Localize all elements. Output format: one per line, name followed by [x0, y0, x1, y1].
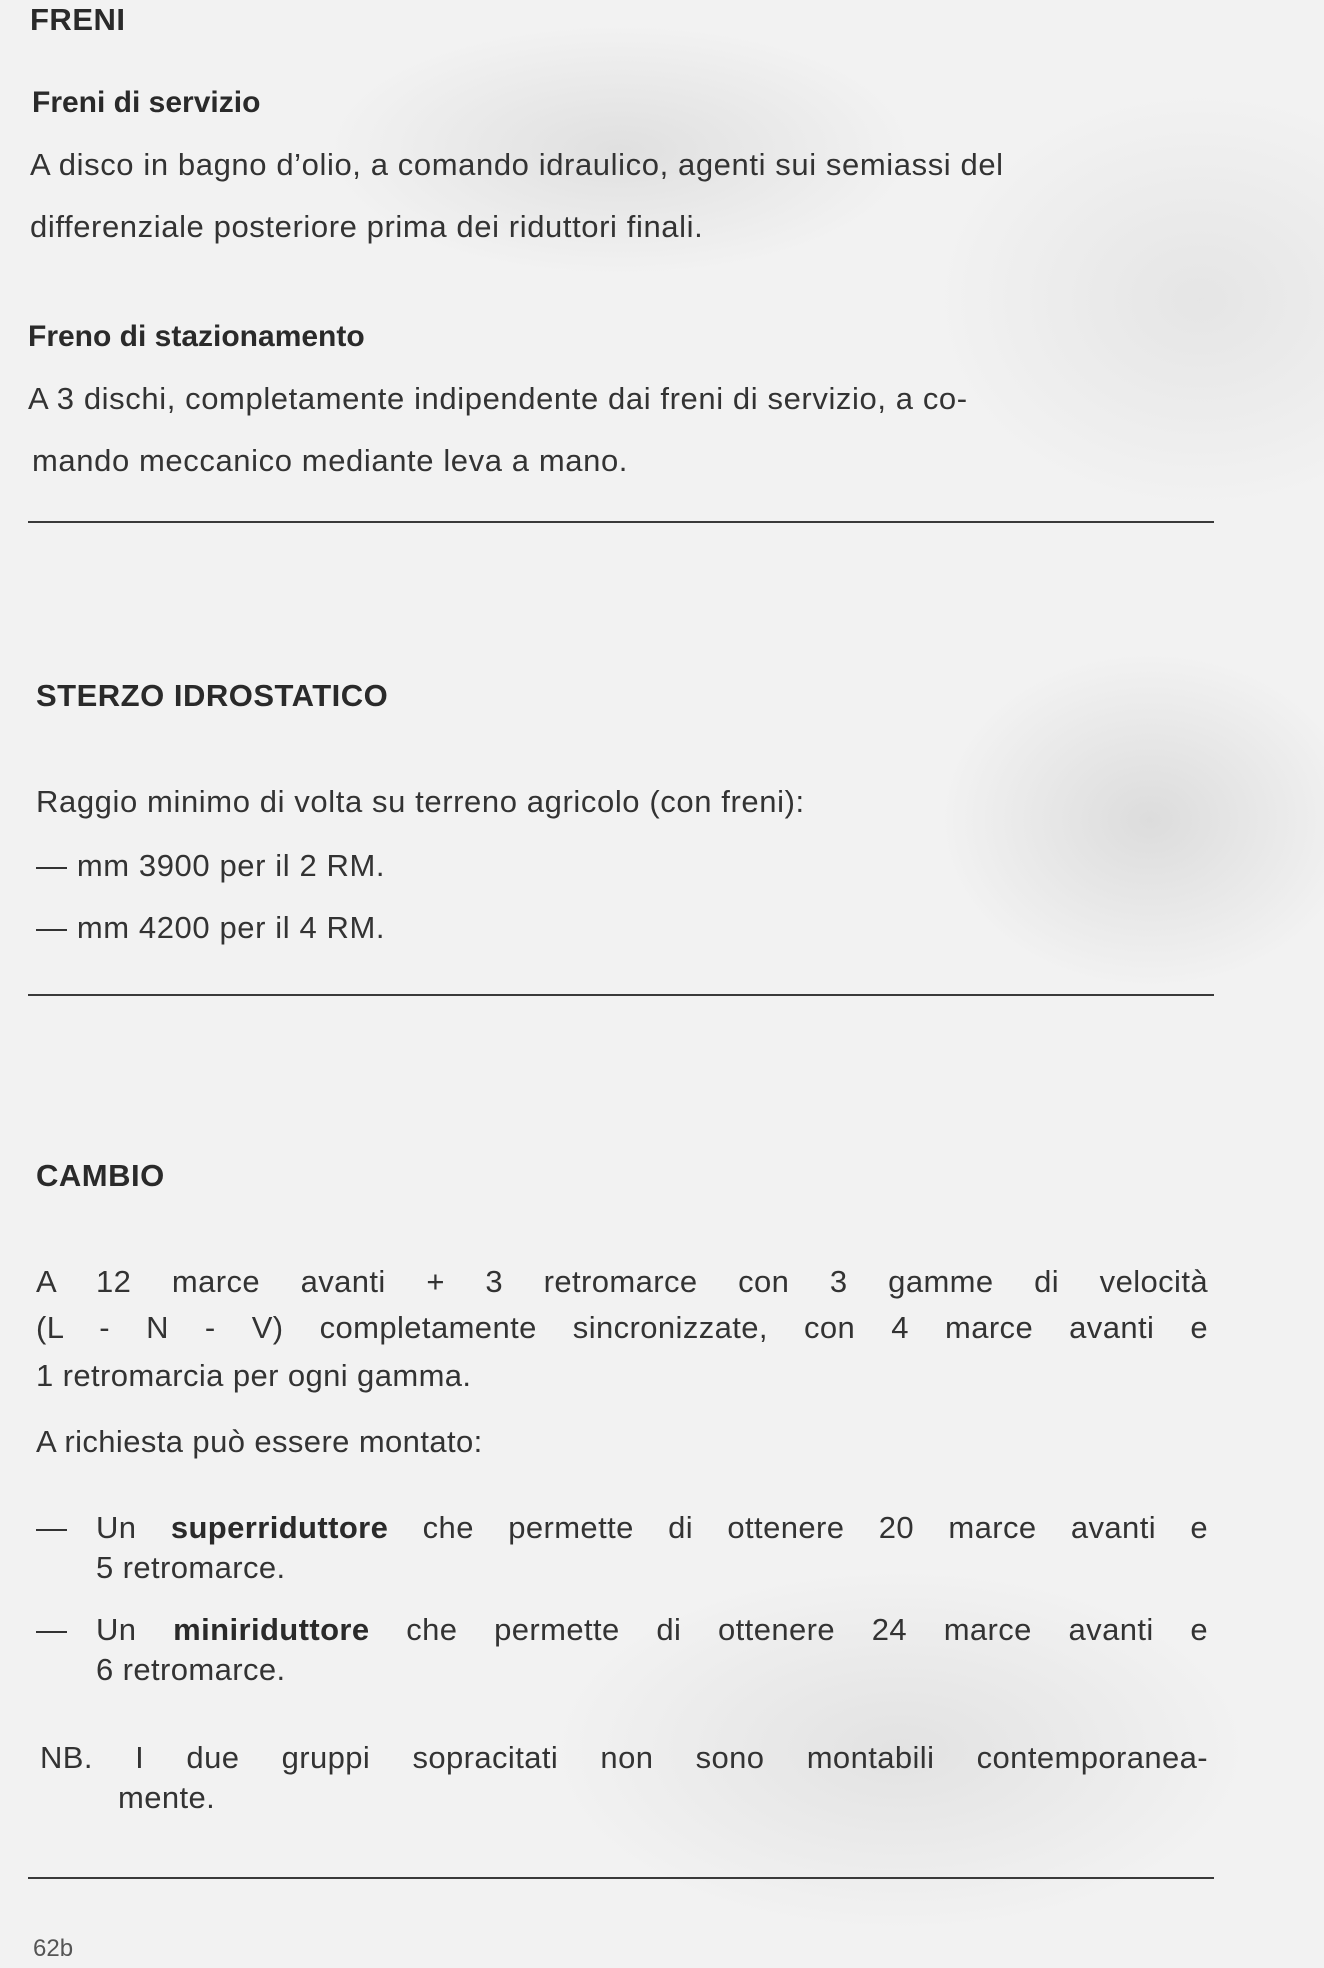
text-line: A disco in bagno d’olio, a comando idraulico, agenti sui semiassi del — [30, 147, 1004, 182]
text: che permette di ottenere 20 marce avanti e — [422, 1510, 1209, 1545]
text-line: differenziale posteriore prima dei riduttori finali. — [30, 209, 704, 244]
text: che permette di ottenere 24 marce avanti e — [406, 1612, 1209, 1647]
subheading-freni-servizio: Freni di servizio — [32, 86, 261, 119]
text-line: A 3 dischi, completamente indipendente dai freni di servizio, a co- — [28, 381, 968, 416]
divider — [28, 521, 1214, 523]
text-line: (L - N - V) completamente sincronizzate, con 4 marce avanti e — [36, 1310, 1208, 1345]
text-line: 5 retromarce. — [96, 1550, 286, 1585]
text-line: 6 retromarce. — [96, 1652, 286, 1687]
cambio-richiesta: A richiesta può essere montato: — [36, 1424, 483, 1459]
text: Un — [96, 1510, 137, 1545]
paragraph-freni-servizio — [30, 134, 1210, 258]
dash: — — [36, 1612, 67, 1647]
option-superriduttore — [96, 1510, 1208, 1586]
divider — [28, 994, 1214, 996]
text-line: 1 retromarcia per ogni gamma. — [36, 1358, 472, 1393]
option-miniriduttore — [96, 1612, 1208, 1688]
list-item: — mm 3900 per il 2 RM. — [36, 848, 386, 883]
section-heading-cambio: CAMBIO — [36, 1158, 165, 1193]
divider — [28, 1877, 1214, 1879]
text-line: NB. I due gruppi sopracitati non sono montabili contemporanea- — [40, 1740, 1208, 1775]
text-line: mente. — [118, 1780, 216, 1815]
term-miniriduttore: miniriduttore — [173, 1612, 370, 1647]
paragraph-freno-stazionamento — [28, 368, 1208, 492]
sterzo-intro: Raggio minimo di volta su terreno agricolo (con freni): — [36, 784, 805, 819]
text-line: A 12 marce avanti + 3 retromarce con 3 gamme di velocità — [36, 1264, 1208, 1299]
subheading-freno-stazionamento: Freno di stazionamento — [28, 320, 365, 353]
text-line — [96, 1510, 1208, 1550]
text-line: mando meccanico mediante leva a mano. — [32, 443, 629, 478]
paragraph-cambio — [36, 1264, 1208, 1406]
section-heading-sterzo: STERZO IDROSTATICO — [36, 678, 389, 713]
dash: — — [36, 1510, 67, 1545]
section-heading-freni: FRENI — [30, 2, 126, 37]
list-item: — mm 4200 per il 4 RM. — [36, 910, 386, 945]
text: Un — [96, 1612, 137, 1647]
text-line — [96, 1612, 1208, 1652]
page-number: 62b — [33, 1935, 74, 1962]
note-nb — [40, 1740, 1208, 1816]
term-superriduttore: superriduttore — [170, 1510, 389, 1545]
